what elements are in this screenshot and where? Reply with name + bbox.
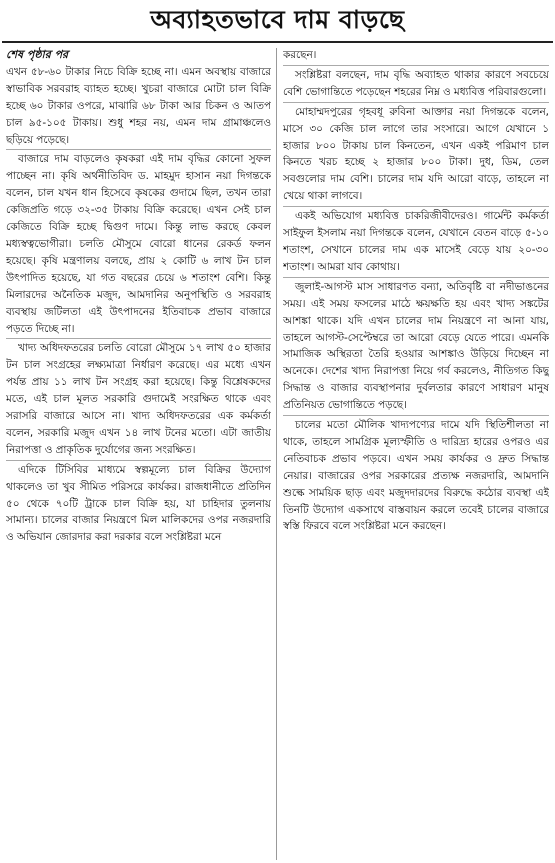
right-paragraph-4: একই অভিযোগ মধ্যবিত্ত চাকরিজীবীদেরও। গার্মেন্ট কর্মকর্তা সাইফুল ইসলাম নয়া দিগন্তকে বলেন, যেখানে বেতন বাড়ে ৫-১০ শতাংশ, সেখানে চালের দাম এক মাসেই বেড়ে যায় ২০-৩০ শতাংশ। আমরা যাব কোথায়। xyxy=(283,206,549,276)
left-paragraph-4: এদিকে টিসিবির মাধ্যমে স্বল্পমূল্যে চাল বিক্রির উদ্যোগ থাকলেও তা খুব সীমিত পরিসরে কার্যকর। রাজধানীতে প্রতিদিন ৫০ থেকে ৭০টি ট্রাকে চাল বিক্রি হয়, যা চাহিদার তুলনায় সামান্য। চালের বাজার নিয়ন্ত্রণে মিল মালিকদের ওপর নজরদারি ও অভিযান জোরদার করা দরকার বলে সংশ্লিষ্টরা মনে xyxy=(6,460,271,547)
left-column xyxy=(6,47,271,859)
headline: অব্যাহতভাবে দাম বাড়ছে xyxy=(150,5,405,34)
right-column xyxy=(283,47,549,859)
continued-from-label: শেষ পৃষ্ঠার পর xyxy=(6,48,69,61)
column-divider xyxy=(276,48,277,860)
headline-rule xyxy=(2,41,553,43)
right-paragraph-1: করছেন। xyxy=(283,49,317,61)
right-paragraph-5: জুলাই-আগস্ট মাস সাধারণত বন্যা, অতিবৃষ্টি বা নদীভাঙনের সময়। এই সময় ফসলের মাঠে ক্ষয়ক্ষতি হয় এবং খাদ্য সঙ্কটের আশঙ্কা থাকে। যদি এখন চালের দাম নিয়ন্ত্রণে না আনা যায়, তাহলে আগস্ট-সেপ্টেম্বরে তা আরো বেড়ে যেতে পারে। এমনকি সামাজিক অস্থিরতা তৈরি হওয়ার আশঙ্কাও উড়িয়ে দিচ্ছেন না অনেকে। দেশের খাদ্য নিরাপত্তা নিয়ে গর্ব করলেও, নীতিগত কিছু সিদ্ধান্ত ও বাজার ব্যবস্থাপনার দুর্বলতার কারণে সাধারণ মানুষ প্রতিনিয়ত ভোগান্তিতে পড়ছে। xyxy=(283,277,549,414)
left-paragraph-1: এখন ৫৮-৬০ টাকার নিচে বিক্রি হচ্ছে না। এমন অবস্থায় বাজারে স্বাভাবিক সরবরাহ ব্যাহত হচ্ছে। খুচরা বাজারে মোটা চাল বিক্রি হচ্ছে ৬০ টাকার ওপরে, মাঝারি ৬৮ টাকা আর চিকন ও আতপ চাল ৯৫-১০৫ টাকায়। শুধু শহর নয়, এমন দাম গ্রামাঞ্চলেও ছড়িয়ে পড়েছে। xyxy=(6,65,271,146)
right-paragraph-6: চালের মতো মৌলিক খাদ্যপণ্যের দামে যদি স্থিতিশীলতা না থাকে, তাহলে সামগ্রিক মূল্যস্ফীতি ও দারিদ্র্য হারের ওপরও এর নেতিবাচক প্রভাব পড়বে। এখন সময় কার্যকর ও দ্রুত সিদ্ধান্ত নেয়ার। বাজারের ওপর সরকারের প্রত্যক্ষ নজরদারি, আমদানি শুল্কে সাময়িক ছাড় এবং মজুদদারদের বিরুদ্ধে কঠোর ব্যবস্থা এই তিনটি উদ্যোগ একসাথে বাস্তবায়ন করলে তবেই চালের বাজারে স্বস্তি ফিরবে বলে সংশ্লিষ্টরা মনে করছেন। xyxy=(283,415,549,535)
left-paragraph-2: বাজারে দাম বাড়লেও কৃষকরা এই দাম বৃদ্ধির কোনো সুফল পাচ্ছেন না। কৃষি অর্থনীতিবিদ ড. মাহমুদ হাসান নয়া দিগন্তকে বলেন, চাল যখন ধান হিসেবে কৃষকের গুদামে ছিল, তখন তারা কেজিপ্রতি গড়ে ৩২-৩৫ টাকায় বিক্রি করেছে। এখন সেই চাল কেজিতে বিক্রি হচ্ছে দ্বিগুণ দামে। কিন্তু লাভ করছে কেবল মধ্যস্বত্বভোগীরা। চলতি মৌসুমে বোরো ধানের রেকর্ড ফলন হয়েছে। কৃষি মন্ত্রণালয় বলছে, প্রায় ২ কোটি ৬ লাখ টন চাল উৎপাদিত হয়েছে, যা গত বছরের চেয়ে ৬ শতাংশ বেশি। কিন্তু মিলারদের অনৈতিক মজুদ, আমদানির অনুপস্থিতি ও সরবরাহ ব্যবস্থায় জটিলতা এই উৎপাদনের ইতিবাচক প্রভাব বাজারে পড়তে দিচ্ছে না। xyxy=(6,149,271,337)
left-paragraph-3: খাদ্য অধিদফতরের চলতি বোরো মৌসুমে ১৭ লাখ ৫০ হাজার টন চাল সংগ্রহের লক্ষ্যমাত্রা নির্ধারণ করেছে। এর মধ্যে এখন পর্যন্ত প্রায় ১১ লাখ টন সংগ্রহ করা হয়েছে। কিন্তু বিশ্লেষকদের মতে, এই চাল মূলত সরকারি গুদামেই সংরক্ষিত থাকে এবং সরাসরি বাজারে আসে না। খাদ্য অধিদফতরের এক কর্মকর্তা বলেন, সরকারি মজুদ এখন ১৪ লাখ টনের মতো। এটা জাতীয় নিরাপত্তা ও প্রাকৃতিক দুর্যোগের জন্য সংরক্ষিত। xyxy=(6,338,271,458)
right-paragraph-2: সংশ্লিষ্টরা বলছেন, দাম বৃদ্ধি অব্যাহত থাকার কারণে সবচেয়ে বেশি ভোগান্তিতে পড়েছেন শহরের নিম্ন ও মধ্যবিত্ত পরিবারগুলো। xyxy=(283,65,549,101)
right-paragraph-3: মোহাম্মদপুরের গৃহবধূ রুবিনা আক্তার নয়া দিগন্তকে বলেন, মাসে ৩০ কেজি চাল লাগে তার সংসারে। আগে যেখানে ১ হাজার ৮০০ টাকায় চাল কিনতেন, এখন একই পরিমাণ চাল কিনতে খরচ হচ্ছে ২ হাজার ৮০০ টাকা। দুধ, ডিম, তেল সবগুলোর দাম বেশি। চালের দাম যদি আরো বাড়ে, তাহলে না খেয়ে থাকা লাগবে। xyxy=(283,102,549,205)
